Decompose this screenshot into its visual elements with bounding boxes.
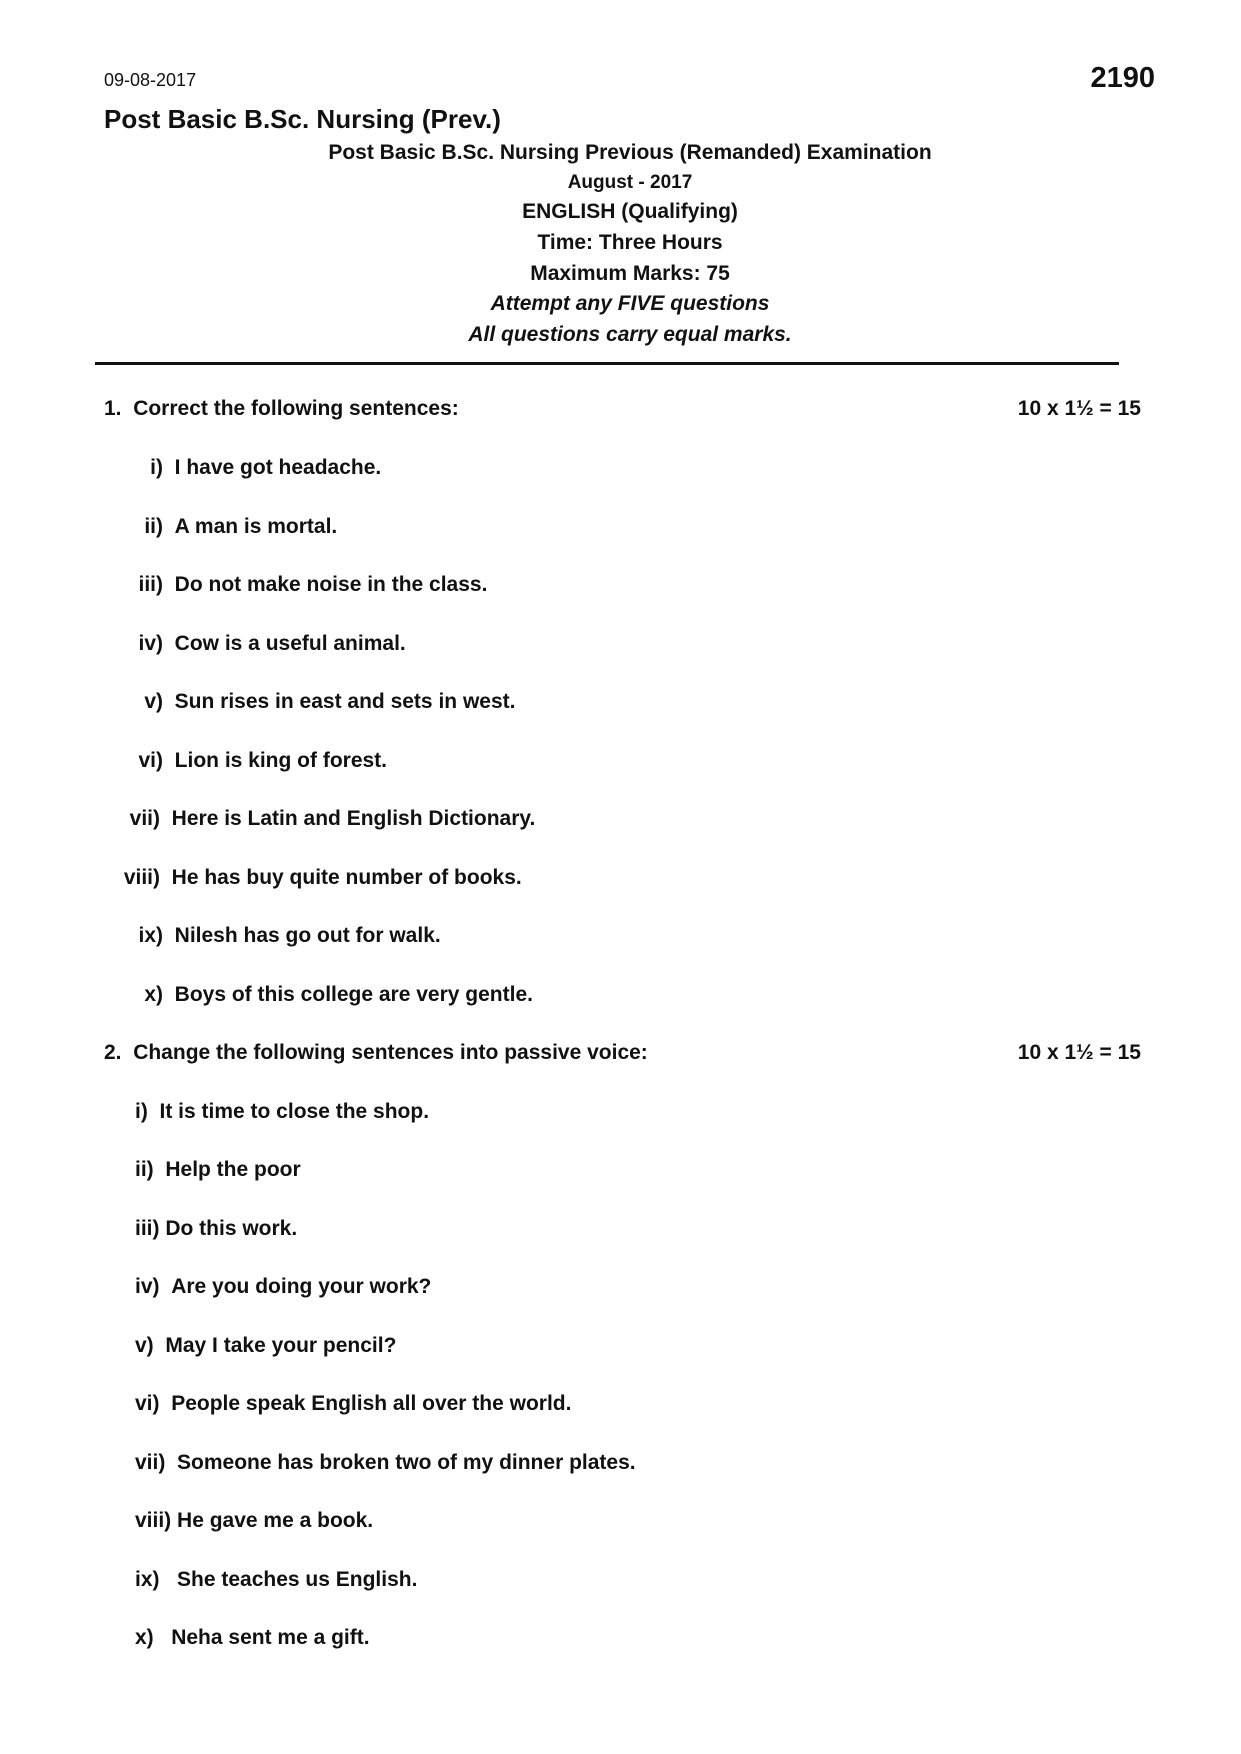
item-text: Nilesh has go out for walk. bbox=[174, 924, 441, 947]
list-item bbox=[135, 1217, 297, 1241]
question-text: Change the following sentences into passive voice: bbox=[133, 1041, 648, 1064]
course-title: Post Basic B.Sc. Nursing (Prev.) bbox=[104, 104, 501, 134]
instruction-equal-marks: All questions carry equal marks. bbox=[468, 323, 792, 346]
list-item bbox=[135, 1392, 571, 1416]
item-label: x) bbox=[135, 1626, 154, 1649]
item-label: iii) bbox=[135, 1217, 160, 1240]
item-label: i) bbox=[150, 456, 163, 479]
question-2-heading bbox=[104, 1041, 648, 1065]
list-item bbox=[130, 573, 487, 597]
item-text: He gave me a book. bbox=[177, 1509, 374, 1532]
list-item bbox=[135, 1451, 636, 1475]
item-text: Help the poor bbox=[165, 1158, 301, 1181]
item-text: It is time to close the shop. bbox=[159, 1100, 430, 1123]
item-label: iii) bbox=[138, 573, 163, 596]
item-text: He has buy quite number of books. bbox=[171, 866, 522, 889]
maximum-marks: Maximum Marks: 75 bbox=[530, 262, 730, 285]
item-text: Boys of this college are very gentle. bbox=[174, 983, 533, 1006]
question-1-marks: 10 x 1½ = 15 bbox=[1017, 397, 1141, 420]
list-item bbox=[120, 866, 522, 890]
item-label: vi) bbox=[138, 749, 163, 772]
item-text: Do not make noise in the class. bbox=[174, 573, 488, 596]
item-text: She teaches us English. bbox=[177, 1568, 418, 1591]
list-item bbox=[135, 1509, 373, 1533]
exam-title: Post Basic B.Sc. Nursing Previous (Remanded) Examination bbox=[328, 141, 932, 164]
list-item bbox=[135, 1275, 431, 1299]
item-text: Someone has broken two of my dinner plates. bbox=[177, 1451, 636, 1474]
instruction-attempt: Attempt any FIVE questions bbox=[490, 292, 770, 315]
item-label: v) bbox=[144, 690, 163, 713]
item-label: viii) bbox=[135, 1509, 172, 1532]
paper-code: 2190 bbox=[1090, 62, 1155, 94]
item-text: People speak English all over the world. bbox=[171, 1392, 572, 1415]
list-item bbox=[135, 1626, 370, 1650]
item-label: ix) bbox=[138, 924, 163, 947]
question-number: 1. bbox=[104, 397, 122, 420]
item-text: Lion is king of forest. bbox=[174, 749, 388, 772]
list-item bbox=[130, 983, 533, 1007]
item-text: A man is mortal. bbox=[174, 515, 338, 538]
list-item bbox=[135, 1158, 301, 1182]
item-text: Do this work. bbox=[165, 1217, 298, 1240]
item-label: i) bbox=[135, 1100, 148, 1123]
header-divider bbox=[95, 362, 1119, 365]
list-item bbox=[135, 1334, 396, 1358]
item-text: Neha sent me a gift. bbox=[171, 1626, 370, 1649]
list-item bbox=[130, 456, 381, 480]
item-label: iv) bbox=[138, 632, 163, 655]
item-text: Sun rises in east and sets in west. bbox=[174, 690, 516, 713]
list-item bbox=[130, 749, 387, 773]
list-item bbox=[130, 924, 441, 948]
exam-duration: Time: Three Hours bbox=[537, 231, 723, 254]
item-label: viii) bbox=[123, 866, 160, 889]
item-label: ix) bbox=[135, 1568, 160, 1591]
item-text: May I take your pencil? bbox=[165, 1334, 397, 1357]
list-item bbox=[135, 1100, 429, 1124]
item-text: Here is Latin and English Dictionary. bbox=[171, 807, 536, 830]
question-number: 2. bbox=[104, 1041, 122, 1064]
item-text: I have got headache. bbox=[174, 456, 382, 479]
item-label: vii) bbox=[135, 1451, 166, 1474]
question-2-marks: 10 x 1½ = 15 bbox=[1017, 1041, 1141, 1064]
subject-title: ENGLISH (Qualifying) bbox=[522, 200, 738, 223]
item-label: ii) bbox=[144, 515, 163, 538]
exam-session: August - 2017 bbox=[567, 172, 693, 193]
item-text: Are you doing your work? bbox=[171, 1275, 432, 1298]
exam-date: 09-08-2017 bbox=[104, 70, 197, 90]
item-label: v) bbox=[135, 1334, 154, 1357]
list-item bbox=[135, 1568, 417, 1592]
list-item bbox=[130, 632, 406, 656]
item-text: Cow is a useful animal. bbox=[174, 632, 406, 655]
item-label: x) bbox=[144, 983, 163, 1006]
list-item bbox=[127, 807, 535, 831]
item-label: vi) bbox=[135, 1392, 160, 1415]
question-1-heading bbox=[104, 397, 459, 421]
item-label: iv) bbox=[135, 1275, 160, 1298]
question-text: Correct the following sentences: bbox=[133, 397, 459, 420]
list-item bbox=[130, 690, 515, 714]
item-label: vii) bbox=[129, 807, 160, 830]
list-item bbox=[130, 515, 337, 539]
item-label: ii) bbox=[135, 1158, 154, 1181]
